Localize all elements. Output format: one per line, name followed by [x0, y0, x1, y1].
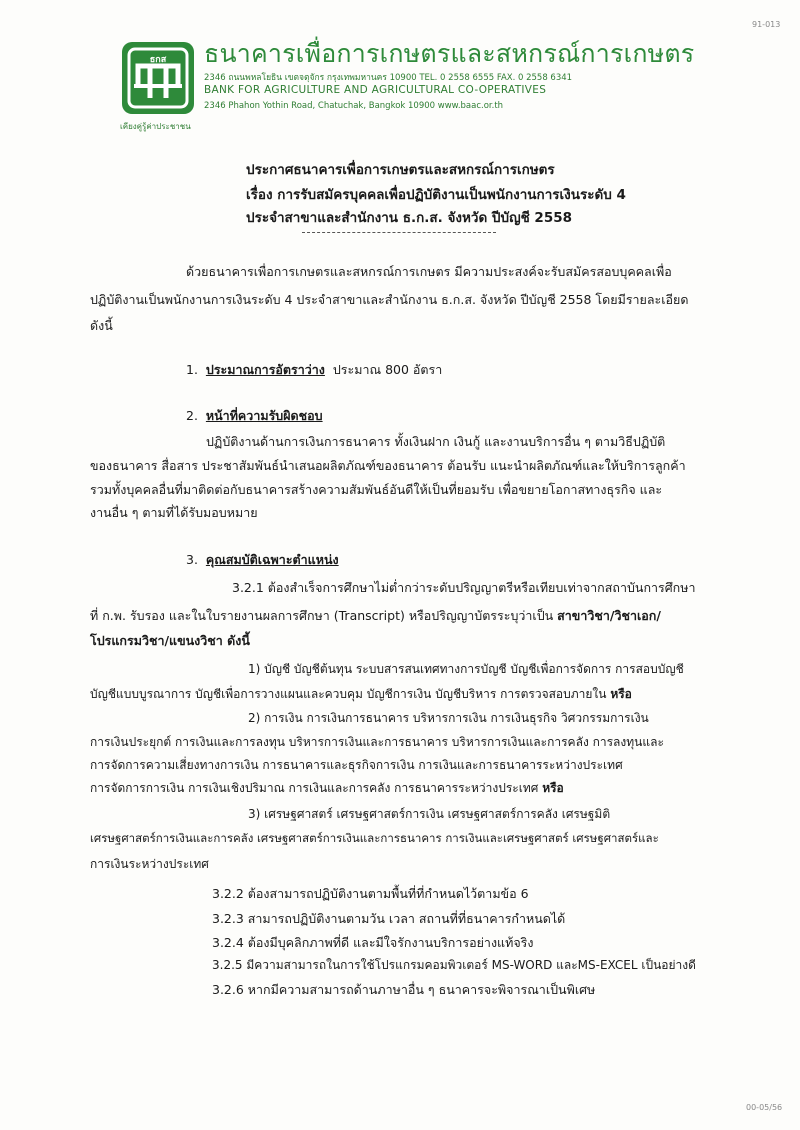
field-2-line-1: 2) การเงิน การเงินการธนาคาร บริหารการเงิน การเงินธุรกิจ วิศวกรรมการเงิน: [248, 711, 649, 725]
intro-line-2: ปฏิบัติงานเป็นพนักงานการเงินระดับ 4 ประจำสาขาและสำนักงาน ธ.ก.ส. จังหวัด ปีบัญชี 2558 โดยมีรายละเอียด: [90, 292, 689, 307]
section-2-line-2: ของธนาคาร สื่อสาร ประชาสัมพันธ์นำเสนอผลิตภัณฑ์ของธนาคาร ต้อนรับ แนะนำผลิตภัณฑ์และให้บริการลูกค้า: [90, 458, 686, 473]
section-1-heading: ประมาณการอัตราว่าง: [205, 362, 325, 377]
bank-name-english: BANK FOR AGRICULTURE AND AGRICULTURAL CO-OPERATIVES: [204, 84, 547, 96]
announcement-title: ประกาศธนาคารเพื่อการเกษตรและสหกรณ์การเกษตร: [246, 162, 555, 178]
section-2-line-4: งานอื่น ๆ ตามที่ได้รับมอบหมาย: [90, 505, 258, 520]
item-3-2-1-line-2: [90, 606, 661, 626]
field-3-line-3: การเงินระหว่างประเทศ: [90, 857, 209, 871]
field-1-line-2: [90, 685, 632, 704]
footer-code: 00-05/56: [746, 1103, 783, 1112]
item-3-2-3: 3.2.3 สามารถปฏิบัติงานตามวัน เวลา สถานที่ที่ธนาคารกำหนดได้: [212, 911, 566, 926]
item-3-2-1-line-2-text: ที่ ก.พ. รับรอง และในใบรายงานผลการศึกษา (Transcript) หรือปริญญาบัตรระบุว่าเป็น: [90, 608, 558, 623]
field-2-line-2: การเงินประยุกต์ การเงินและการลงทุน บริหารการเงินและการธนาคาร บริหารการเงินและการคลัง การลงทุนและ: [90, 735, 664, 749]
section-2-line-1: ปฏิบัติงานด้านการเงินการธนาคาร ทั้งเงินฝาก เงินกู้ และงานบริการอื่น ๆ ตามวิธีปฏิบัติ: [206, 434, 666, 449]
field-1-or: หรือ: [610, 687, 632, 701]
field-3-line-2: เศรษฐศาสตร์การเงินและการคลัง เศรษฐศาสตร์การเงินและการธนาคาร การเงินและเศรษฐศาสตร์ เศรษฐศาสตร์และ: [90, 831, 659, 845]
section-3-heading: คุณสมบัติเฉพาะตำแหน่ง: [205, 552, 339, 567]
logo-lettering: ธกส: [149, 55, 167, 65]
section-1-number: 1.: [186, 362, 198, 377]
field-2-or: หรือ: [542, 781, 564, 795]
section-2-heading: หน้าที่ความรับผิดชอบ: [205, 408, 323, 423]
field-2-line-4: [90, 779, 564, 798]
section-2-line-3: รวมทั้งบุคคลอื่นที่มาติดต่อกับธนาคารสร้างความสัมพันธ์อันดีให้เป็นที่ยอมรับ เพื่อขยายโอกาสทางธุรกิจ และ: [90, 482, 663, 497]
item-3-2-5: 3.2.5 มีความสามารถในการใช้โปรแกรมคอมพิวเตอร์ MS-WORD และMS-EXCEL เป็นอย่างดี: [212, 958, 696, 972]
slogan: เคียงคู่รู้ค่าประชาชน: [120, 122, 191, 131]
item-3-2-1-line-3: โปรแกรมวิชา/แขนงวิชา ดังนี้: [90, 633, 250, 648]
section-3-heading-row: [186, 550, 339, 570]
item-3-2-4: 3.2.4 ต้องมีบุคลิกภาพที่ดี และมีใจรักงานบริการอย่างแท้จริง: [212, 935, 534, 950]
field-2-line-3: การจัดการความเสี่ยงทางการเงิน การธนาคารและธุรกิจการเงิน การเงินและการธนาคารระหว่างประเทศ: [90, 758, 623, 772]
field-3-line-1: 3) เศรษฐศาสตร์ เศรษฐศาสตร์การเงิน เศรษฐศาสตร์การคลัง เศรษฐมิติ: [248, 807, 611, 821]
section-1: [186, 360, 442, 380]
item-3-2-1-line-1: 3.2.1 ต้องสำเร็จการศึกษาไม่ต่ำกว่าระดับปริญญาตรีหรือเทียบเท่าจากสถาบันการศึกษา: [232, 580, 696, 595]
field-2-line-4-text: การจัดการการเงิน การเงินเชิงปริมาณ การเงินและการคลัง การธนาคารระหว่างประเทศ: [90, 781, 543, 795]
intro-line-3: ดังนี้: [90, 318, 113, 333]
item-3-2-6: 3.2.6 หากมีความสามารถด้านภาษาอื่น ๆ ธนาคารจะพิจารณาเป็นพิเศษ: [212, 982, 596, 997]
announcement-subject: เรื่อง การรับสมัครบุคคลเพื่อปฏิบัติงานเป็นพนักงานการเงินระดับ 4: [246, 187, 626, 203]
item-3-2-2: 3.2.2 ต้องสามารถปฏิบัติงานตามพื้นที่ที่กำหนดไว้ตามข้อ 6: [212, 886, 529, 901]
item-3-2-1-fields-label: สาขาวิชา/วิชาเอก/: [557, 608, 661, 623]
field-1-line-2-text: บัญชีแบบบูรณาการ บัญชีเพื่อการวางแผนและควบคุม บัญชีการเงิน บัญชีบริหาร การตรวจสอบภายใน: [90, 687, 611, 701]
address-thai: 2346 ถนนพหลโยธิน เขตจตุจักร กรุงเทพมหานคร 10900 TEL. 0 2558 6555 FAX. 0 2558 6341: [204, 73, 573, 83]
bank-name-thai: ธนาคารเพื่อการเกษตรและสหกรณ์การเกษตร: [204, 39, 695, 68]
section-1-text: ประมาณ 800 อัตรา: [332, 362, 443, 377]
address-english: 2346 Phahon Yothin Road, Chatuchak, Bangkok 10900 www.baac.or.th: [204, 101, 504, 111]
section-2-number: 2.: [186, 408, 198, 423]
intro-line-1: ด้วยธนาคารเพื่อการเกษตรและสหกรณ์การเกษตร มีความประสงค์จะรับสมัครสอบบุคคลเพื่อ: [186, 264, 672, 279]
field-1-line-1: 1) บัญชี บัญชีต้นทุน ระบบสารสนเทศทางการบัญชี บัญชีเพื่อการจัดการ การสอบบัญชี: [248, 662, 684, 676]
form-code: 91-013: [752, 20, 781, 29]
section-2-heading-row: [186, 406, 323, 426]
announcement-scope: ประจำสาขาและสำนักงาน ธ.ก.ส. จังหวัด ปีบัญชี 2558: [246, 210, 573, 226]
baac-logo: [120, 40, 196, 116]
title-divider: [302, 232, 496, 233]
section-3-number: 3.: [186, 552, 198, 567]
